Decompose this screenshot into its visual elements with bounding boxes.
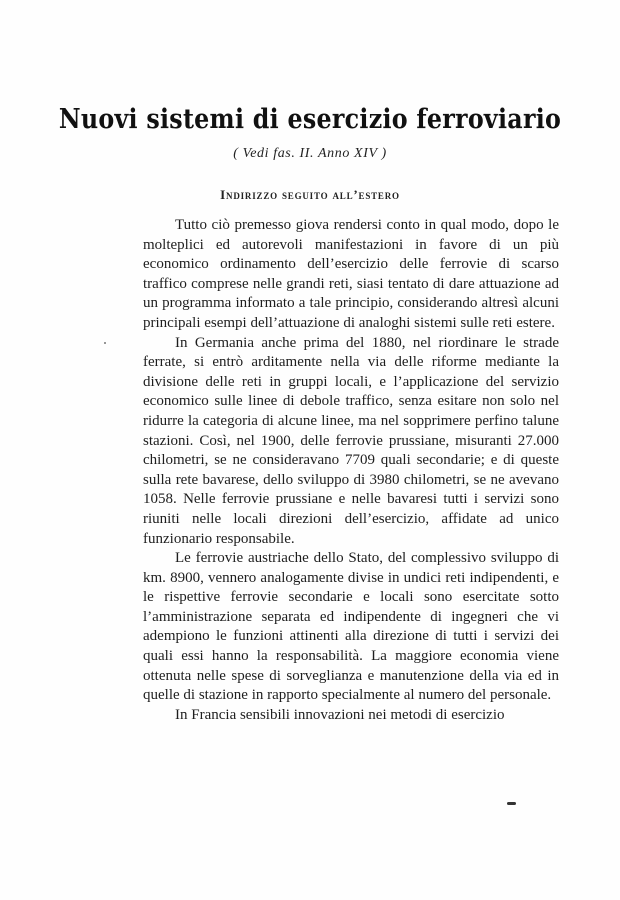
section-heading: Indirizzo seguito all’estero	[220, 187, 400, 202]
paragraph-2: In Germania anche prima del 1880, nel riordinare le strade ferrate, si entrò arditamente nella via delle riforme mediante la divisione delle reti in gruppi locali, e l’applicazione del servizio economico sulle linee di debole traffico, senza esitare non solo nel ridurre la categoria di alcune linee, ma nel sopprimere perfino talune stazioni. Così, nel 1900, delle ferrovie prussiane, misuranti 27.000 chilometri, se ne consideravano 7709 quali secondarie; e di queste sulla rete bavarese, dello sviluppo di 3980 chilometri, se ne avevano 1058. Nelle ferrovie prussiane e nelle bavaresi tutti i servizi sono riuniti nelle locali direzioni dell’esercizio, affidate ad unico funzionario responsabile.	[143, 334, 559, 547]
print-mark	[507, 802, 516, 805]
article-title: Nuovi sistemi di esercizio ferroviario	[58, 104, 562, 135]
paragraph-4: In Francia sensibili innovazioni nei metodi di esercizio	[175, 706, 505, 723]
print-speck	[104, 342, 106, 344]
article-subtitle: ( Vedi fas. II. Anno XIV )	[233, 146, 387, 161]
article-body	[143, 216, 559, 725]
paragraph-1: Tutto ciò premesso giova rendersi conto in qual modo, dopo le molteplici ed autorevoli manifestazioni in favore di un più economico ordinamento dell’esercizio delle ferrovie di scarso traffico comprese nelle grandi reti, siasi tentato di dare attuazione ad un programma informato a tale principio, considerando altresì alcuni principali esempi dell’attuazione di analoghi sistemi sulle reti estere.	[143, 217, 559, 331]
paragraph-3: Le ferrovie austriache dello Stato, del complessivo sviluppo di km. 8900, vennero analogamente divise in undici reti indipendenti, e le rispettive ferrovie secondarie e locali sono esercitate sotto l’amministrazione separata ed indipendente di ingegneri che vi adempiono le funzioni attinenti alla direzione di tutti i servizi dei quali essi hanno la responsabilità. La maggiore economia viene ottenuta nelle spese di sorveglianza e manutenzione della via ed in quelle di stazione in rapporto specialmente al numero del personale.	[143, 550, 559, 704]
